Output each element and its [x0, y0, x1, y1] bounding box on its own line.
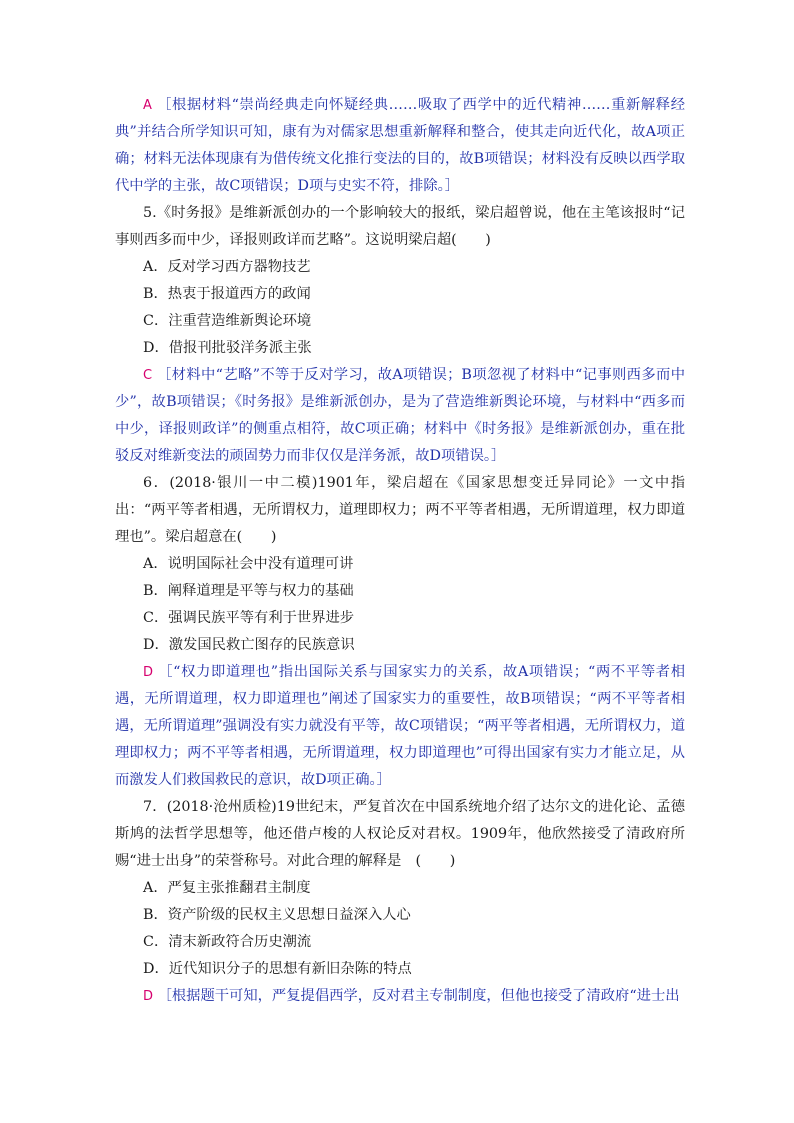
answer-explanation-4: [115, 92, 685, 200]
option-6d: D．激发国民救亡图存的民族意识: [143, 637, 355, 653]
answer-letter: D: [143, 665, 154, 680]
option-6c: C．强调民族平等有利于世界进步: [143, 610, 355, 626]
option-5a: A．反对学习西方器物技艺: [143, 259, 311, 275]
answer-explanation-7: [115, 983, 685, 1010]
answer-text: ［材料中“艺略”不等于反对学习，故A项错误；B项忽视了材料中“记事则西多而中少”，故B项错误；《时务报》是维新派创办，是为了营造维新舆论环境，与材料中“西多而中少，译报则政详”的侧重点相符，故C项正确；材料中《时务报》是维新派创办，重在批驳反对维新变法的顽固势力而非仅仅是洋务派，故D项错误。］: [115, 367, 685, 464]
question-7: 7．(2018·沧州质检)19世纪末，严复首次在中国系统地介绍了达尔文的进化论、孟德斯鸠的法哲学思想等，他还借卢梭的人权论反对君权。1909年，他欣然接受了清政府所赐“进士出身”的荣誉称号。对此合理的解释是 ( ): [115, 799, 685, 869]
option-6b: B．阐释道理是平等与权力的基础: [143, 583, 354, 599]
option-7a: A．严复主张推翻君主制度: [143, 880, 311, 896]
answer-explanation-6: [115, 659, 685, 794]
answer-letter: D: [143, 989, 154, 1004]
answer-explanation-5: [115, 362, 685, 470]
option-5d: D．借报刊批驳洋务派主张: [143, 340, 312, 356]
option-7c: C．清末新政符合历史潮流: [143, 934, 312, 950]
answer-text: ［根据材料“崇尚经典走向怀疑经典……吸取了西学中的近代精神……重新解释经典”并结合所学知识可知，康有为对儒家思想重新解释和整合，使其走向近代化，故A项正确；材料无法体现康有为借传统文化推行变法的目的，故B项错误；材料没有反映以西学取代中学的主张，故C项错误；D项与史实不符，排除。］: [115, 97, 686, 194]
option-5c: C．注重营造维新舆论环境: [143, 313, 312, 329]
option-7d: D．近代知识分子的思想有新旧杂陈的特点: [143, 961, 412, 977]
answer-text: ［根据题干可知，严复提倡西学，反对君主专制制度，但他也接受了清政府“进士出: [157, 988, 680, 1004]
question-5: 5.《时务报》是维新派创办的一个影响较大的报纸，梁启超曾说，他在主笔该报时“记事则西多而中少，译报则政详而艺略”。这说明梁启超( ): [115, 205, 685, 248]
option-7b: B．资产阶级的民权主义思想日益深入人心: [143, 907, 411, 923]
option-5b: B．热衷于报道西方的政闻: [143, 286, 311, 302]
answer-text: ［“权力即道理也”指出国际关系与国家实力的关系，故A项错误；“两不平等者相遇，无所谓道理，权力即道理也”阐述了国家实力的重要性，故B项错误；“两不平等者相遇，无所谓道理”强调没有实力就没有平等，故C项错误；“两平等者相遇，无所谓权力，道理即权力；两不平等者相遇，无所谓道理，权力即道理也”可得出国家有实力才能立足，从而激发人们救国救民的意识，故D项正确。］: [115, 664, 686, 788]
answer-letter: A: [143, 98, 152, 113]
option-6a: A．说明国际社会中没有道理可讲: [143, 556, 354, 572]
question-6: 6．(2018·银川一中二模)1901年，梁启超在《国家思想变迁异同论》一文中指出：“两平等者相遇，无所谓权力，道理即权力；两不平等者相遇，无所谓道理，权力即道理也”。梁启超意在( ): [115, 475, 685, 545]
answer-letter: C: [143, 368, 153, 383]
document-page: [115, 92, 685, 1010]
